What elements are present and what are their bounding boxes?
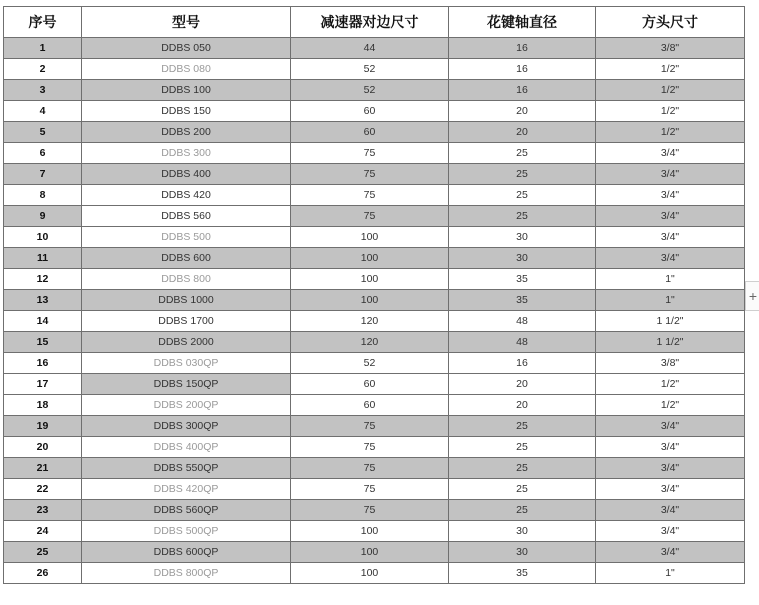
cell-square-size: 3/4"	[596, 164, 745, 185]
cell-spline-shaft: 30	[449, 542, 596, 563]
cell-square-size: 1/2"	[596, 122, 745, 143]
cell-model: DDBS 560QP	[82, 500, 291, 521]
cell-spline-shaft: 25	[449, 164, 596, 185]
cell-spline-shaft: 48	[449, 311, 596, 332]
cell-model: DDBS 600	[82, 248, 291, 269]
cell-square-size: 3/4"	[596, 206, 745, 227]
cell-spline-shaft: 48	[449, 332, 596, 353]
cell-no: 4	[4, 101, 82, 122]
cell-no: 21	[4, 458, 82, 479]
cell-reducer-size: 120	[291, 311, 449, 332]
table-row	[4, 458, 745, 479]
cell-spline-shaft: 25	[449, 416, 596, 437]
cell-model: DDBS 200QP	[82, 395, 291, 416]
cell-reducer-size: 75	[291, 479, 449, 500]
cell-model: DDBS 200	[82, 122, 291, 143]
cell-model: DDBS 030QP	[82, 353, 291, 374]
header-no: 序号	[4, 7, 82, 38]
cell-no: 16	[4, 353, 82, 374]
table-row	[4, 143, 745, 164]
table-row	[4, 227, 745, 248]
cell-square-size: 3/4"	[596, 227, 745, 248]
cell-reducer-size: 120	[291, 332, 449, 353]
cell-spline-shaft: 25	[449, 185, 596, 206]
cell-spline-shaft: 25	[449, 437, 596, 458]
cell-spline-shaft: 25	[449, 143, 596, 164]
cell-spline-shaft: 16	[449, 80, 596, 101]
cell-model: DDBS 420	[82, 185, 291, 206]
cell-spline-shaft: 25	[449, 479, 596, 500]
table-row	[4, 38, 745, 59]
table-row	[4, 437, 745, 458]
table-row	[4, 80, 745, 101]
cell-square-size: 3/4"	[596, 437, 745, 458]
cell-spline-shaft: 20	[449, 374, 596, 395]
cell-square-size: 3/4"	[596, 542, 745, 563]
cell-spline-shaft: 20	[449, 122, 596, 143]
table-row	[4, 542, 745, 563]
cell-square-size: 3/4"	[596, 143, 745, 164]
cell-reducer-size: 75	[291, 416, 449, 437]
cell-no: 26	[4, 563, 82, 584]
table-row	[4, 290, 745, 311]
cell-spline-shaft: 35	[449, 269, 596, 290]
cell-square-size: 3/4"	[596, 521, 745, 542]
cell-reducer-size: 100	[291, 542, 449, 563]
cell-square-size: 3/8"	[596, 353, 745, 374]
table-row	[4, 332, 745, 353]
cell-spline-shaft: 20	[449, 395, 596, 416]
cell-no: 8	[4, 185, 82, 206]
cell-reducer-size: 100	[291, 290, 449, 311]
cell-model: DDBS 300	[82, 143, 291, 164]
cell-spline-shaft: 20	[449, 101, 596, 122]
cell-square-size: 3/4"	[596, 500, 745, 521]
cell-no: 6	[4, 143, 82, 164]
cell-spline-shaft: 25	[449, 500, 596, 521]
cell-square-size: 3/4"	[596, 479, 745, 500]
cell-square-size: 3/4"	[596, 458, 745, 479]
cell-no: 23	[4, 500, 82, 521]
cell-reducer-size: 75	[291, 500, 449, 521]
cell-reducer-size: 52	[291, 80, 449, 101]
cell-reducer-size: 100	[291, 521, 449, 542]
cell-no: 18	[4, 395, 82, 416]
table-row	[4, 395, 745, 416]
cell-reducer-size: 100	[291, 269, 449, 290]
cell-no: 11	[4, 248, 82, 269]
cell-model: DDBS 800	[82, 269, 291, 290]
cell-reducer-size: 60	[291, 374, 449, 395]
table-row	[4, 206, 745, 227]
cell-reducer-size: 75	[291, 206, 449, 227]
cell-reducer-size: 60	[291, 101, 449, 122]
cell-spline-shaft: 30	[449, 248, 596, 269]
cell-no: 24	[4, 521, 82, 542]
cell-no: 14	[4, 311, 82, 332]
cell-reducer-size: 75	[291, 458, 449, 479]
cell-square-size: 1/2"	[596, 101, 745, 122]
table-row	[4, 563, 745, 584]
table-row	[4, 59, 745, 80]
cell-spline-shaft: 16	[449, 353, 596, 374]
cell-model: DDBS 400	[82, 164, 291, 185]
cell-spline-shaft: 25	[449, 458, 596, 479]
cell-square-size: 1 1/2"	[596, 311, 745, 332]
cell-spline-shaft: 30	[449, 521, 596, 542]
cell-model: DDBS 1000	[82, 290, 291, 311]
cell-square-size: 1"	[596, 269, 745, 290]
cell-no: 12	[4, 269, 82, 290]
cell-no: 17	[4, 374, 82, 395]
cell-square-size: 3/4"	[596, 248, 745, 269]
cell-spline-shaft: 16	[449, 59, 596, 80]
table-row	[4, 500, 745, 521]
cell-reducer-size: 75	[291, 143, 449, 164]
cell-no: 5	[4, 122, 82, 143]
header-square-size: 方头尺寸	[596, 7, 745, 38]
table-header-row	[4, 7, 745, 38]
cell-model: DDBS 500QP	[82, 521, 291, 542]
cell-square-size: 1/2"	[596, 374, 745, 395]
table-row	[4, 101, 745, 122]
cell-spline-shaft: 35	[449, 563, 596, 584]
cell-model: DDBS 420QP	[82, 479, 291, 500]
cell-reducer-size: 100	[291, 248, 449, 269]
spec-table-container	[3, 6, 744, 584]
cell-no: 20	[4, 437, 82, 458]
cell-model: DDBS 1700	[82, 311, 291, 332]
add-column-button[interactable]	[745, 281, 759, 311]
table-row	[4, 374, 745, 395]
cell-reducer-size: 60	[291, 395, 449, 416]
cell-reducer-size: 75	[291, 164, 449, 185]
cell-reducer-size: 100	[291, 563, 449, 584]
cell-no: 3	[4, 80, 82, 101]
table-row	[4, 353, 745, 374]
cell-model: DDBS 400QP	[82, 437, 291, 458]
cell-model: DDBS 300QP	[82, 416, 291, 437]
cell-spline-shaft: 30	[449, 227, 596, 248]
plus-icon: +	[748, 288, 758, 304]
cell-square-size: 1/2"	[596, 59, 745, 80]
cell-no: 15	[4, 332, 82, 353]
table-row	[4, 416, 745, 437]
cell-model: DDBS 800QP	[82, 563, 291, 584]
table-row	[4, 269, 745, 290]
table-row	[4, 164, 745, 185]
cell-model: DDBS 050	[82, 38, 291, 59]
cell-square-size: 3/4"	[596, 416, 745, 437]
header-model: 型号	[82, 7, 291, 38]
header-spline-shaft: 花键轴直径	[449, 7, 596, 38]
cell-square-size: 3/4"	[596, 185, 745, 206]
cell-reducer-size: 52	[291, 59, 449, 80]
cell-model: DDBS 500	[82, 227, 291, 248]
table-row	[4, 521, 745, 542]
table-row	[4, 248, 745, 269]
table-body	[4, 38, 745, 584]
spec-table	[3, 6, 745, 584]
cell-model: DDBS 100	[82, 80, 291, 101]
cell-square-size: 1/2"	[596, 395, 745, 416]
table-row	[4, 311, 745, 332]
table-row	[4, 185, 745, 206]
cell-reducer-size: 44	[291, 38, 449, 59]
cell-no: 22	[4, 479, 82, 500]
cell-model: DDBS 560	[82, 206, 291, 227]
cell-model: DDBS 150QP	[82, 374, 291, 395]
cell-reducer-size: 60	[291, 122, 449, 143]
cell-no: 1	[4, 38, 82, 59]
cell-square-size: 1"	[596, 563, 745, 584]
cell-no: 2	[4, 59, 82, 80]
cell-reducer-size: 75	[291, 437, 449, 458]
cell-no: 9	[4, 206, 82, 227]
cell-no: 25	[4, 542, 82, 563]
cell-reducer-size: 52	[291, 353, 449, 374]
cell-reducer-size: 100	[291, 227, 449, 248]
table-row	[4, 479, 745, 500]
cell-model: DDBS 600QP	[82, 542, 291, 563]
cell-no: 13	[4, 290, 82, 311]
cell-spline-shaft: 25	[449, 206, 596, 227]
cell-square-size: 1/2"	[596, 80, 745, 101]
cell-no: 7	[4, 164, 82, 185]
cell-model: DDBS 2000	[82, 332, 291, 353]
cell-model: DDBS 150	[82, 101, 291, 122]
cell-reducer-size: 75	[291, 185, 449, 206]
cell-model: DDBS 080	[82, 59, 291, 80]
header-reducer-size: 减速器对边尺寸	[291, 7, 449, 38]
cell-spline-shaft: 16	[449, 38, 596, 59]
cell-square-size: 1 1/2"	[596, 332, 745, 353]
cell-spline-shaft: 35	[449, 290, 596, 311]
cell-no: 10	[4, 227, 82, 248]
cell-no: 19	[4, 416, 82, 437]
cell-square-size: 3/8"	[596, 38, 745, 59]
cell-square-size: 1"	[596, 290, 745, 311]
table-row	[4, 122, 745, 143]
cell-model: DDBS 550QP	[82, 458, 291, 479]
